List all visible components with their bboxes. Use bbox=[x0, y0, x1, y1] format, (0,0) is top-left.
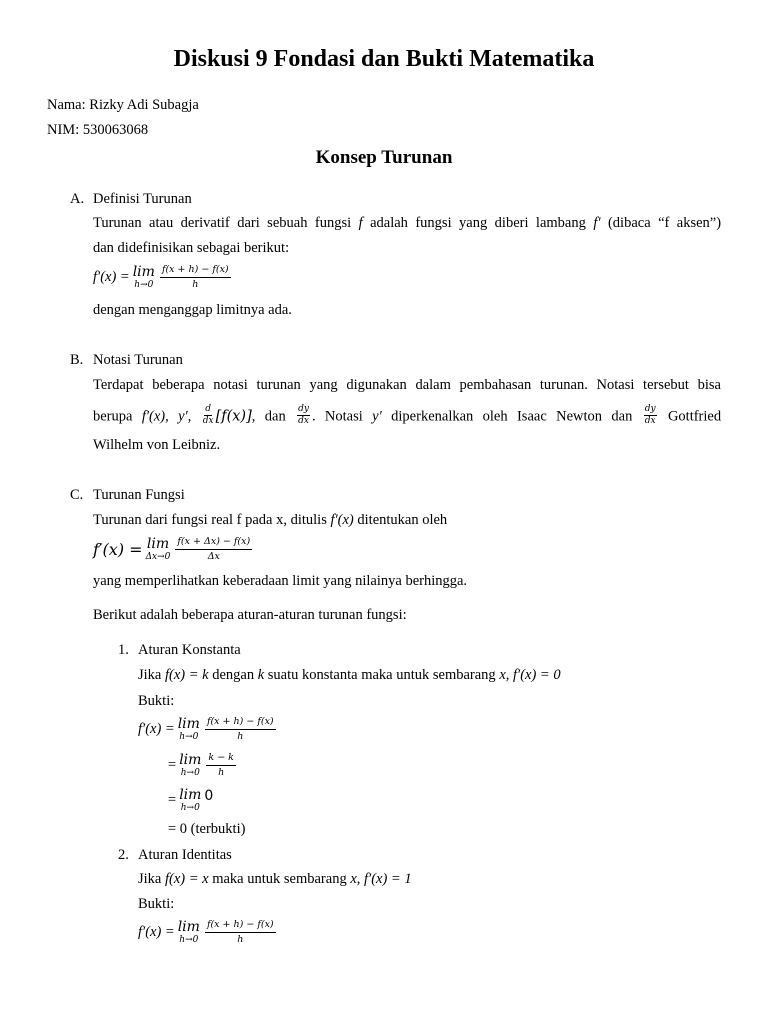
section-a-paragraph-line2: dan didefinisikan sebagai berikut: bbox=[93, 240, 290, 256]
limit-operator bbox=[179, 788, 201, 813]
fraction-numerator: f(x + h) − f(x) bbox=[205, 919, 276, 933]
formula-lhs: = bbox=[168, 792, 177, 808]
fraction bbox=[175, 536, 252, 563]
section-a-paragraph-line1 bbox=[93, 214, 721, 232]
fraction-denominator: h bbox=[237, 934, 244, 945]
notation-bracket-fx: [f(x)] bbox=[215, 408, 252, 425]
limit-operator bbox=[178, 717, 200, 742]
notation-d-dx bbox=[203, 404, 214, 426]
section-c-paragraph-line1 bbox=[93, 511, 447, 529]
section-b-paragraph-line3: Wilhelm von Leibniz. bbox=[93, 437, 221, 453]
math-fx-k: f(x) = k bbox=[164, 667, 209, 683]
section-c-marker: C. bbox=[70, 487, 84, 503]
math-x: x, bbox=[499, 667, 510, 683]
text-run: Jika bbox=[138, 871, 162, 887]
fraction-denominator: h bbox=[192, 279, 199, 290]
math-result: f′(x) = 0 bbox=[513, 667, 561, 683]
limit-subscript: h→0 bbox=[180, 768, 200, 778]
fraction bbox=[205, 716, 276, 743]
rule-2-proof-label: Bukti: bbox=[138, 896, 175, 912]
text-run: diperkenalkan oleh Isaac Newton dan bbox=[391, 408, 633, 425]
section-b-paragraph-line1: Terdapat beberapa notasi turunan yang digunakan dalam pembahasan turunan. Notasi tersebut bisa bbox=[93, 377, 721, 393]
formula-lhs: f′(x) = bbox=[138, 924, 175, 940]
fraction bbox=[160, 264, 231, 291]
limit-word: lim bbox=[179, 752, 202, 768]
fraction-numerator: dy bbox=[644, 404, 656, 414]
text-run: dengan bbox=[212, 667, 255, 683]
math-x: x, bbox=[350, 871, 361, 887]
section-a-marker: A. bbox=[70, 191, 85, 207]
math-f-prime-x: f′(x) bbox=[330, 512, 354, 528]
fraction-denominator: Δx bbox=[207, 551, 220, 562]
fraction-denominator: h bbox=[237, 731, 244, 742]
limit-subscript: Δx→0 bbox=[145, 552, 171, 562]
section-b-heading: Notasi Turunan bbox=[93, 352, 183, 368]
fraction-denominator: h bbox=[218, 767, 225, 778]
limit-operator bbox=[146, 537, 171, 562]
fraction-denominator: dx bbox=[202, 416, 214, 426]
limit-operator bbox=[133, 265, 155, 290]
rule-2-proof-step-1 bbox=[138, 919, 276, 946]
limit-subscript: h→0 bbox=[134, 280, 154, 290]
fraction-denominator: dx bbox=[644, 416, 656, 426]
math-result: f′(x) = 1 bbox=[364, 871, 412, 887]
section-b-marker: B. bbox=[70, 352, 84, 368]
formula-lhs: = bbox=[168, 757, 177, 773]
limit-subscript: h→0 bbox=[179, 732, 199, 742]
text-run: Turunan atau derivatif dari sebuah fungsi bbox=[93, 215, 352, 231]
limit-word: lim bbox=[132, 264, 155, 280]
text-run: ditentukan oleh bbox=[357, 512, 448, 528]
math-fx-x: f(x) = x bbox=[164, 871, 209, 887]
rule-1-statement bbox=[138, 666, 561, 684]
text-run: Gottfried bbox=[667, 408, 722, 425]
fraction-numerator: f(x + Δx) − f(x) bbox=[175, 536, 252, 550]
fraction-numerator: f(x + h) − f(x) bbox=[160, 264, 231, 278]
fraction-numerator: d bbox=[205, 404, 212, 414]
notation-dy-dx bbox=[297, 404, 310, 426]
limit-word: lim bbox=[177, 716, 200, 732]
limit-word: lim bbox=[177, 919, 200, 935]
notation-y-prime: y′, bbox=[178, 408, 192, 425]
math-k: k bbox=[257, 667, 265, 683]
math-f: f bbox=[358, 215, 363, 231]
rule-1-proof-step-3 bbox=[168, 788, 213, 813]
rule-1-proof-step-2 bbox=[168, 752, 236, 779]
text-run: berupa bbox=[93, 408, 133, 425]
text-run: Jika bbox=[138, 667, 162, 683]
text-run: (dibaca “f aksen”) bbox=[607, 215, 722, 231]
text-run: Turunan dari fungsi real f pada x, ditulis bbox=[93, 512, 327, 528]
text-run: suatu konstanta maka untuk sembarang bbox=[267, 667, 496, 683]
notation-f-prime: f′(x), bbox=[141, 408, 169, 425]
formula-lhs: f′(x) = bbox=[93, 269, 130, 285]
section-b-paragraph-line2 bbox=[93, 406, 721, 428]
formula-lhs: f′(x) = bbox=[93, 540, 143, 559]
rule-2-statement bbox=[138, 870, 412, 888]
rule-1-heading: Aturan Konstanta bbox=[138, 642, 241, 658]
section-a-note: dengan menganggap limitnya ada. bbox=[93, 302, 292, 318]
fraction-numerator: dy bbox=[298, 404, 309, 414]
rule-2-marker: 2. bbox=[118, 847, 129, 863]
section-title: Konsep Turunan bbox=[315, 147, 453, 168]
fraction-numerator: k − k bbox=[206, 752, 236, 766]
text-run: , bbox=[251, 408, 256, 425]
limit-subscript: h→0 bbox=[179, 935, 199, 945]
definition-formula bbox=[93, 264, 231, 291]
rule-1-proof-label: Bukti: bbox=[138, 693, 175, 709]
fraction-numerator: f(x + h) − f(x) bbox=[205, 716, 276, 730]
section-c-heading: Turunan Fungsi bbox=[93, 487, 185, 503]
limit-word: lim bbox=[146, 536, 170, 552]
notation-y-prime: y′ bbox=[372, 408, 382, 425]
limit-word: lim bbox=[179, 787, 202, 803]
notation-dy-dx bbox=[644, 404, 657, 426]
fraction-denominator: dx bbox=[298, 416, 309, 426]
limit-operator bbox=[179, 753, 201, 778]
fraction bbox=[206, 752, 236, 779]
rule-1-proof-step-1 bbox=[138, 716, 276, 743]
fraction bbox=[205, 919, 276, 946]
limit-operator bbox=[178, 920, 200, 945]
text-run: adalah fungsi yang diberi lambang bbox=[370, 215, 586, 231]
text-run: maka untuk sembarang bbox=[212, 871, 347, 887]
student-id: NIM: 530063068 bbox=[47, 122, 149, 138]
rule-1-proof-step-4: = 0 (terbukti) bbox=[168, 821, 246, 837]
derivative-formula bbox=[93, 536, 252, 563]
student-name: Nama: Rizky Adi Subagja bbox=[47, 97, 199, 113]
section-c-paragraph-line2: yang memperlihatkan keberadaan limit yang nilainya berhingga. bbox=[93, 573, 468, 589]
rule-2-heading: Aturan Identitas bbox=[138, 847, 232, 863]
document-title: Diskusi 9 Fondasi dan Bukti Matematika bbox=[173, 46, 595, 72]
rule-1-marker: 1. bbox=[118, 642, 129, 658]
text-run: . Notasi bbox=[311, 408, 363, 425]
limit-value: 0 bbox=[204, 787, 214, 804]
text-run: dan bbox=[264, 408, 286, 425]
formula-lhs: f′(x) = bbox=[138, 721, 175, 737]
math-f-prime: f′ bbox=[593, 215, 601, 231]
limit-subscript: h→0 bbox=[180, 803, 200, 813]
section-c-paragraph-line3: Berikut adalah beberapa aturan-aturan turunan fungsi: bbox=[93, 607, 407, 623]
section-a-heading: Definisi Turunan bbox=[93, 191, 192, 207]
